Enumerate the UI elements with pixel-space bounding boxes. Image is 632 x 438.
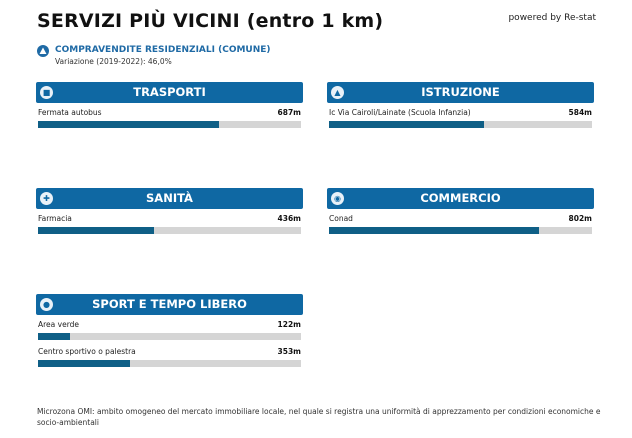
service-distance: 436m [277, 214, 301, 223]
sport-icon: ● [40, 298, 53, 311]
cart-icon: ◉ [331, 192, 344, 205]
card-header [327, 188, 594, 209]
service-label: Area verde [38, 320, 80, 329]
card-title: ISTRUZIONE [421, 85, 500, 99]
distance-bar-fill [38, 121, 219, 128]
distance-bar [329, 121, 592, 128]
distance-bar [38, 360, 301, 367]
service-distance: 353m [277, 347, 301, 356]
distance-bar-fill [329, 227, 539, 234]
kpi-subtitle: Variazione (2019-2022): 46,0% [55, 57, 172, 66]
service-row [36, 214, 303, 240]
card-sanita [36, 188, 303, 240]
card-header [36, 82, 303, 103]
service-row [36, 108, 303, 134]
school-icon: ▲ [331, 86, 344, 99]
footer-note: Microzona OMI: ambito omogeneo del mercato immobiliare locale, nel quale si registra una uniformità di apprezzamento per condizioni economiche e socio-ambientali [37, 407, 601, 427]
service-row [327, 214, 594, 240]
card-title: TRASPORTI [133, 85, 206, 99]
service-label: Ic Via Cairoli/Lainate (Scuola Infanzia) [329, 108, 471, 117]
powered-by-label: powered by Re-stat [508, 13, 596, 23]
distance-bar [329, 227, 592, 234]
card-title: SANITÀ [146, 191, 193, 205]
distance-bar-fill [329, 121, 484, 128]
card-title: SPORT E TEMPO LIBERO [92, 297, 247, 311]
service-row [36, 347, 303, 373]
service-distance: 584m [568, 108, 592, 117]
card-title: COMMERCIO [420, 191, 501, 205]
distance-bar-fill [38, 333, 70, 340]
card-header [36, 294, 303, 315]
card-trasporti [36, 82, 303, 134]
page-title: SERVIZI PIÙ VICINI (entro 1 km) [37, 10, 384, 32]
service-label: Centro sportivo o palestra [38, 347, 136, 356]
card-commercio [327, 188, 594, 240]
service-distance: 687m [277, 108, 301, 117]
service-distance: 122m [277, 320, 301, 329]
distance-bar [38, 121, 301, 128]
service-label: Farmacia [38, 214, 72, 223]
card-sport [36, 294, 303, 373]
card-istruzione [327, 82, 594, 134]
service-row [36, 320, 303, 346]
bus-icon: ■ [40, 86, 53, 99]
service-row [327, 108, 594, 134]
service-label: Conad [329, 214, 353, 223]
service-label: Fermata autobus [38, 108, 102, 117]
card-header [327, 82, 594, 103]
distance-bar [38, 333, 301, 340]
hospital-icon: ✚ [40, 192, 53, 205]
card-header [36, 188, 303, 209]
kpi-title: COMPRAVENDITE RESIDENZIALI (COMUNE) [55, 45, 271, 55]
triangle-up-icon [37, 45, 49, 57]
service-distance: 802m [568, 214, 592, 223]
distance-bar-fill [38, 360, 130, 367]
distance-bar-fill [38, 227, 154, 234]
distance-bar [38, 227, 301, 234]
